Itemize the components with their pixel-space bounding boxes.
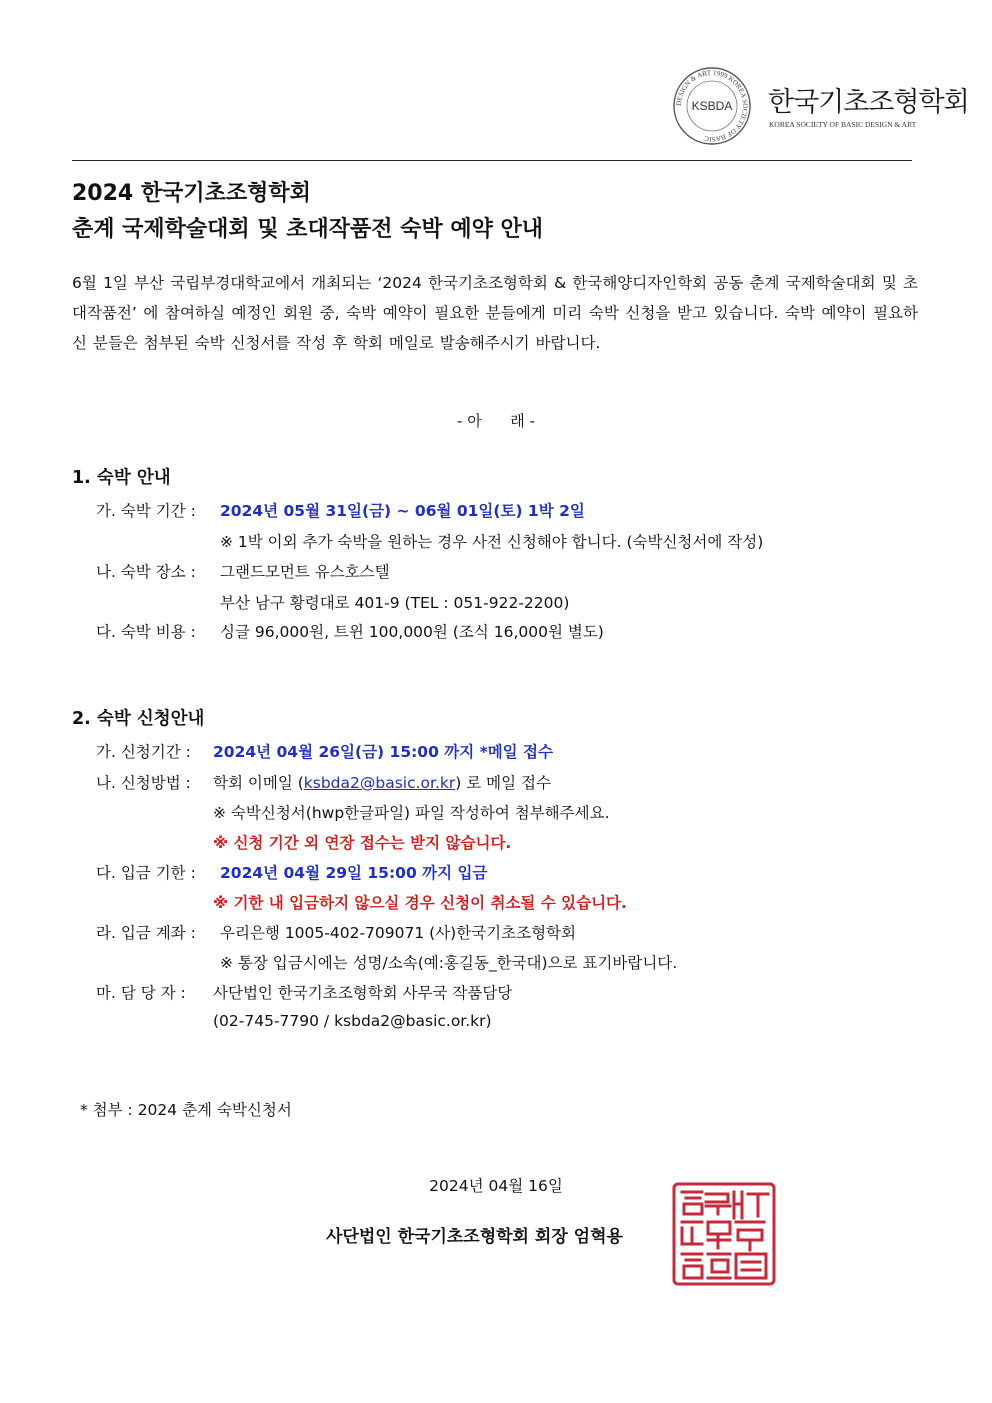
apply-method-prefix: 학회 이메일 (	[213, 774, 304, 792]
apply-period-value: 2024년 04월 26일(금) 15:00 까지 *메일 접수	[213, 743, 553, 761]
deposit-deadline-value: 2024년 04월 29일 15:00 까지 입금	[220, 864, 488, 882]
stay-place-address: 부산 남구 황령대로 401-9 (TEL : 051-922-2200)	[220, 594, 570, 612]
header-divider	[72, 160, 912, 161]
deposit-account-note: ※ 통장 입금시에는 성명/소속(예:홍길동_한국대)으로 표기바랍니다.	[220, 954, 678, 972]
section-2-heading: 2. 숙박 신청안내	[72, 709, 205, 729]
contact-label: 마. 담 당 자 :	[96, 984, 186, 1002]
intro-paragraph: 6월 1일 부산 국립부경대학교에서 개최되는 ‘2024 한국기초조형학회 & 한국해양디자인학회 공동 춘계 국제학술대회 및 초대작품전’ 에 참여하실 예정인 회원 중, 숙박 예약이 필요한 분들에게 미리 숙박 신청을 받고 있습니다. 숙박 예약이 필요하신 분들은 첨부된 숙박 신청서를 작성 후 학회 메일로 발송해주시기 바랍니다.	[72, 274, 918, 352]
stay-cost-value: 싱글 96,000원, 트윈 100,000원 (조식 16,000원 별도)	[220, 623, 604, 641]
contact-detail: (02-745-7790 / ksbda2@basic.or.kr)	[213, 1012, 492, 1030]
deposit-account-value: 우리은행 1005-402-709071 (사)한국기초조형학회	[220, 924, 576, 942]
document-date: 2024년 04월 16일	[429, 1177, 563, 1195]
society-logo	[672, 66, 969, 146]
logo-name-english: KOREA SOCIETY OF BASIC DESIGN & ART	[769, 120, 917, 129]
president-seal-stamp-icon	[672, 1182, 776, 1286]
stay-place-label: 나. 숙박 장소 :	[96, 563, 196, 581]
apply-method-suffix: ) 로 메일 접수	[455, 774, 551, 792]
stay-cost-label: 다. 숙박 비용 :	[96, 623, 196, 641]
svg-text:DESIGN & ART 1999 KOREA SOCIET: DESIGN & ART 1999 KOREA SOCIETY OF BASIC	[674, 68, 750, 144]
contact-value: 사단법인 한국기초조형학회 사무국 작품담당	[213, 984, 513, 1002]
stay-period-note: ※ 1박 이외 추가 숙박을 원하는 경우 사전 신청해야 합니다. (숙박신청서에 작성)	[220, 533, 764, 551]
apply-period-label: 가. 신청기간 :	[96, 743, 191, 761]
deposit-account-label: 라. 입금 계좌 :	[96, 924, 196, 942]
stay-period-value: 2024년 05월 31일(금) ~ 06월 01일(토) 1박 2일	[220, 502, 585, 520]
section-1-heading: 1. 숙박 안내	[72, 468, 171, 488]
notice-header: - 아 래 -	[457, 412, 535, 430]
title-line-2: 춘계 국제학술대회 및 초대작품전 숙박 예약 안내	[72, 217, 543, 242]
apply-method-note: ※ 숙박신청서(hwp한글파일) 파일 작성하여 첨부해주세요.	[213, 804, 610, 822]
logo-mark: KSBDA	[691, 99, 733, 113]
stay-place-value: 그랜드모먼트 유스호스텔	[220, 563, 390, 581]
logo-name-korean: 한국기초조형학회	[768, 87, 969, 118]
title-line-1: 2024 한국기초조형학회	[72, 181, 311, 206]
apply-method-label: 나. 신청방법 :	[96, 774, 191, 792]
society-email-link[interactable]: ksbda2@basic.or.kr	[303, 774, 456, 792]
apply-method-warning: ※ 신청 기간 외 연장 접수는 받지 않습니다.	[213, 834, 512, 852]
apply-method-value	[213, 771, 551, 793]
attachment-note: * 첨부 : 2024 춘계 숙박신청서	[80, 1101, 292, 1119]
deposit-deadline-warning: ※ 기한 내 입금하지 않으실 경우 신청이 취소될 수 있습니다.	[213, 894, 627, 912]
ksbda-circle-logo-icon	[672, 66, 752, 146]
signature-line: 사단법인 한국기초조형학회 회장 엄혁용	[326, 1227, 623, 1247]
stay-period-label: 가. 숙박 기간 :	[96, 502, 196, 520]
deposit-deadline-label: 다. 입금 기한 :	[96, 864, 196, 882]
